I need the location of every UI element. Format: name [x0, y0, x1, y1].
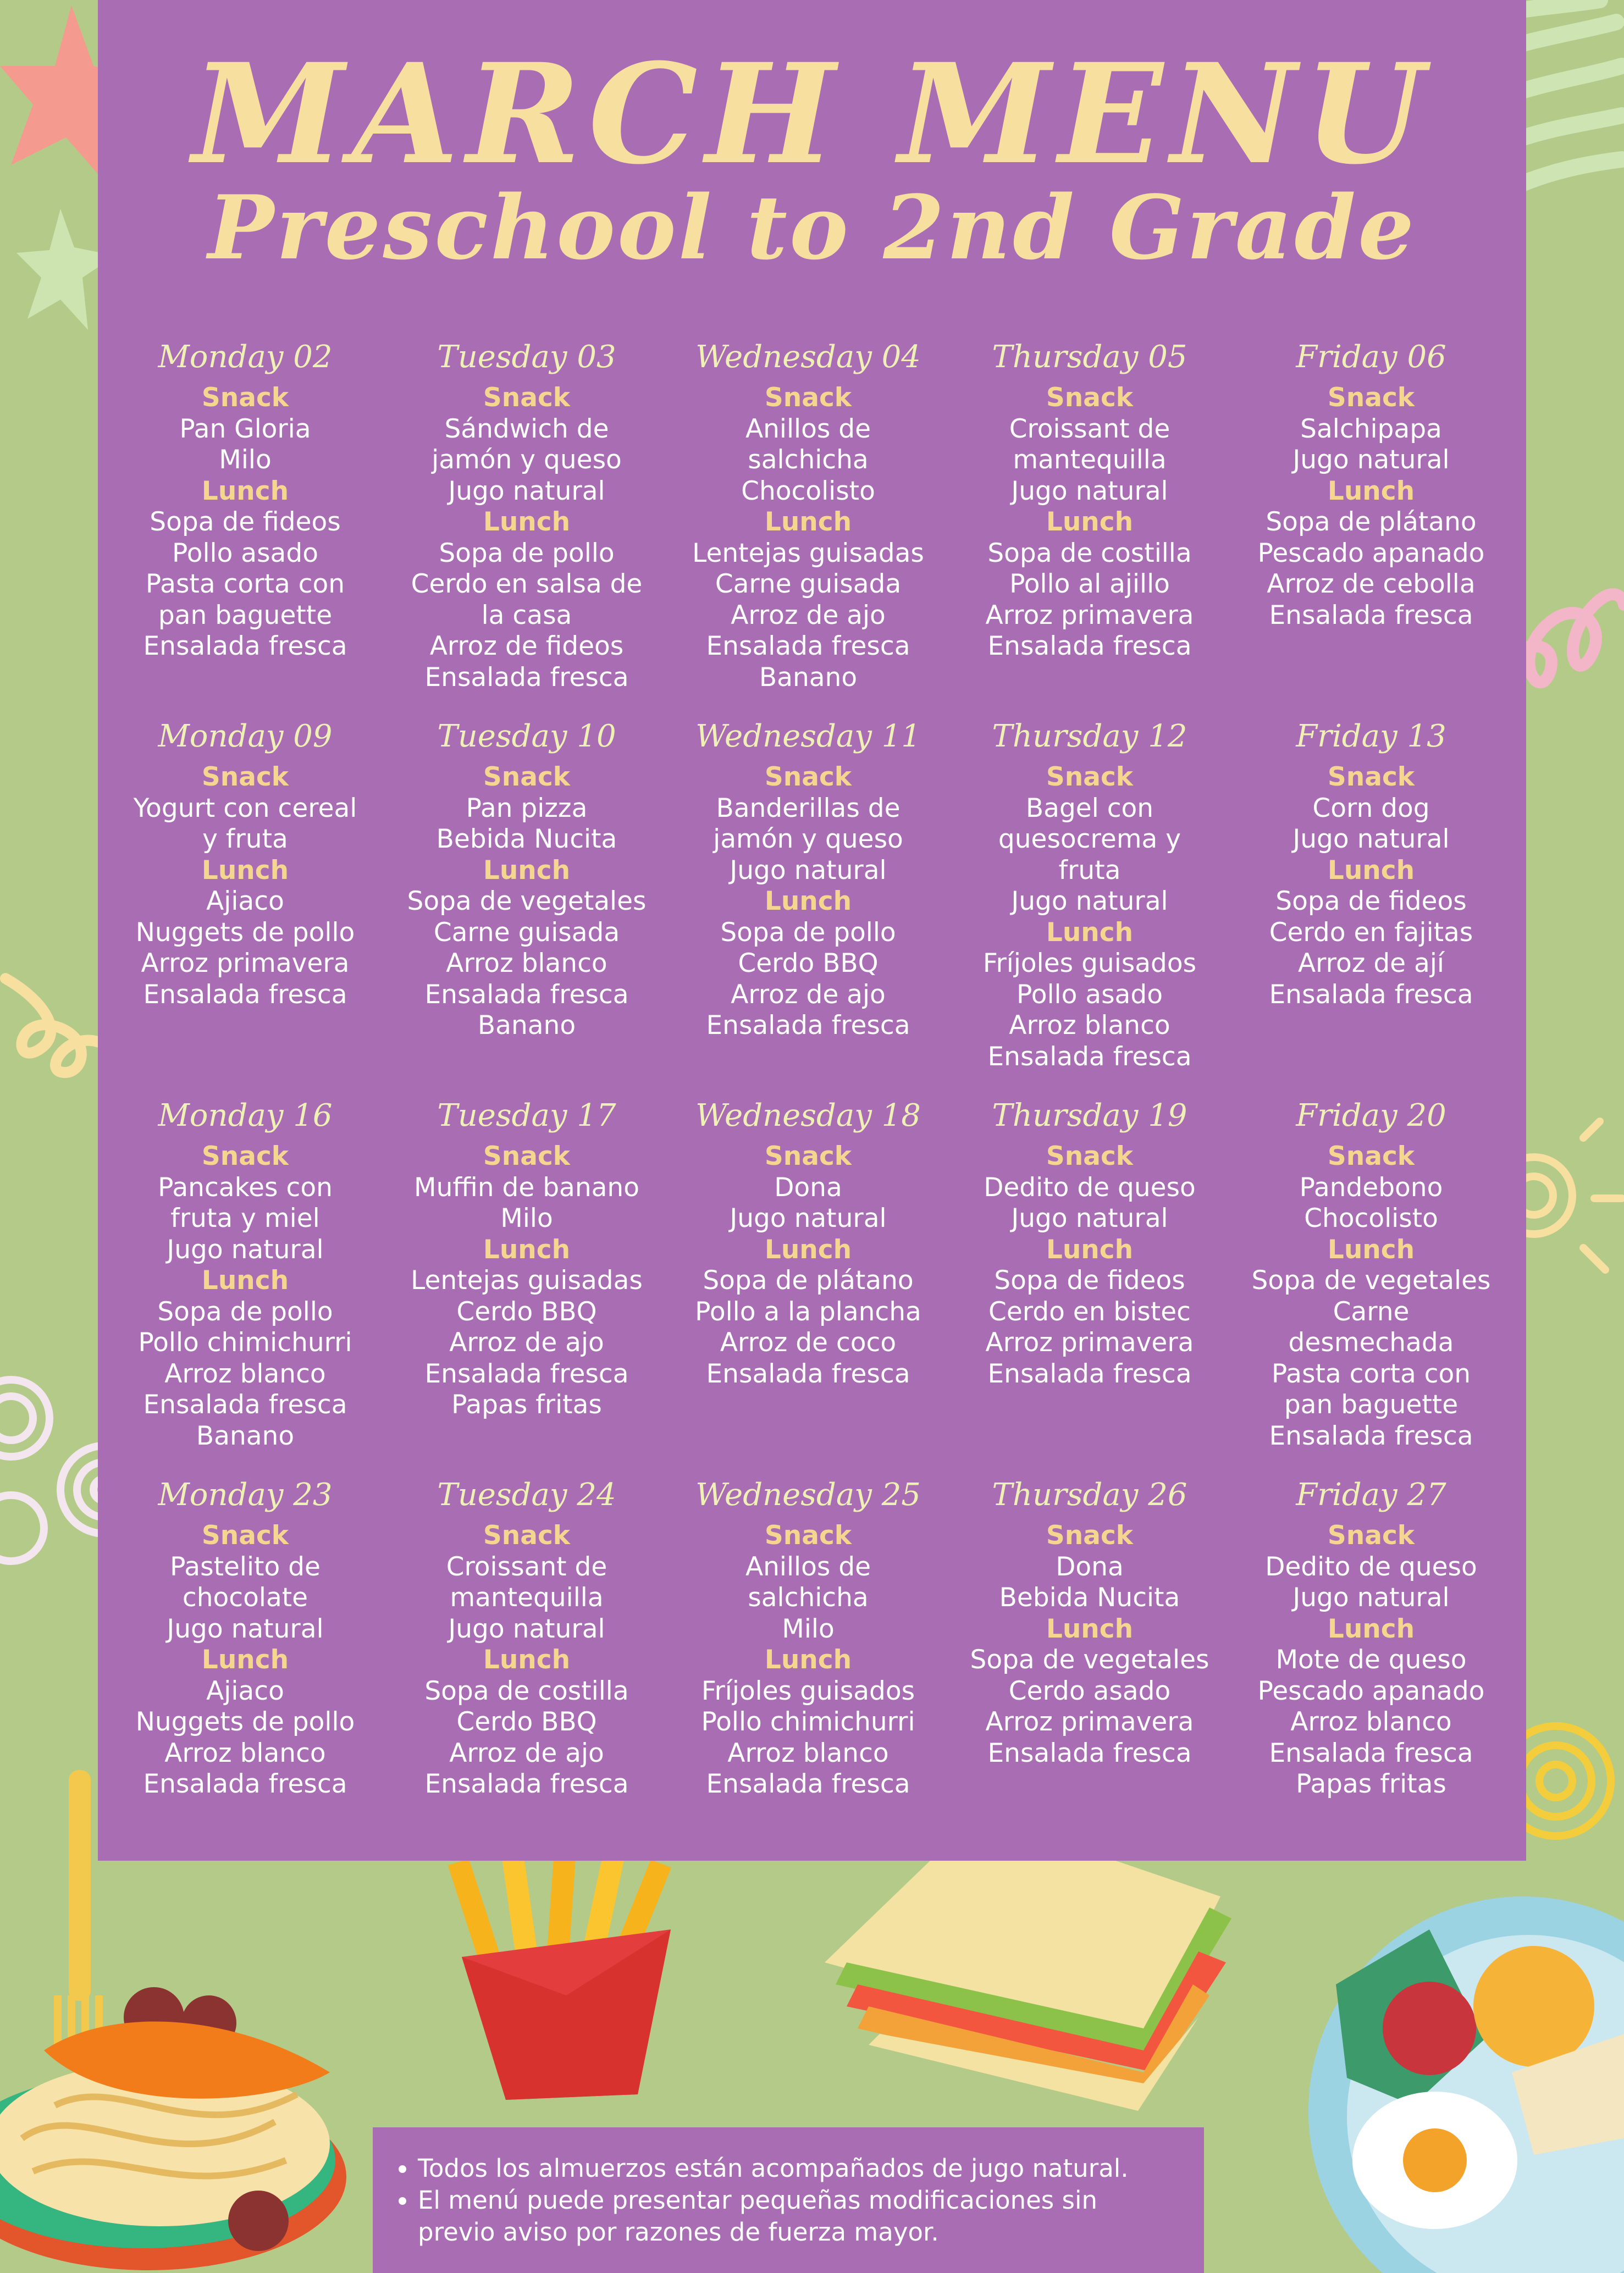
snack-label: Snack [764, 762, 852, 792]
snack-item: fruta y miel [170, 1203, 320, 1234]
snack-item: jamón y queso [432, 445, 622, 475]
lunch-item: Sopa de plátano [703, 1265, 914, 1296]
day-name: Wednesday 11 [695, 718, 921, 754]
lunch-item: Arroz primavera [985, 1328, 1194, 1358]
lunch-item: Arroz blanco [164, 1738, 326, 1768]
snack-item: quesocrema y [998, 824, 1181, 854]
lunch-label: Lunch [483, 1645, 571, 1675]
lunch-item: Pescado apanado [1257, 1675, 1485, 1706]
lunch-item: Banano [477, 1010, 576, 1041]
lunch-label: Lunch [1327, 1234, 1415, 1265]
lunch-label: Lunch [1046, 507, 1134, 537]
snack-item: Muffin de banano [414, 1172, 639, 1203]
lunch-item: Arroz blanco [164, 1358, 326, 1389]
lunch-item: Arroz primavera [141, 948, 350, 978]
lunch-label: Lunch [764, 1645, 852, 1675]
lunch-item: Arroz blanco [1290, 1707, 1452, 1737]
lunch-item: Ensalada fresca [1269, 1420, 1473, 1451]
day-name: Thursday 19 [992, 1098, 1187, 1133]
snack-item: Jugo natural [1292, 1583, 1450, 1613]
lunch-label: Lunch [1046, 917, 1134, 948]
snack-item: Jugo natural [1292, 824, 1450, 854]
lunch-label: Lunch [201, 475, 289, 506]
lunch-item: Pollo a la plancha [695, 1296, 921, 1327]
lunch-item: Ensalada fresca [706, 1010, 910, 1041]
snack-item: Dona [1056, 1551, 1124, 1582]
lunch-item: Arroz de coco [720, 1328, 897, 1358]
snack-item: chocolate [182, 1583, 308, 1613]
lunch-label: Lunch [1327, 855, 1415, 886]
snack-item: Anillos de [745, 413, 871, 444]
snack-item: Milo [782, 1613, 835, 1644]
lunch-item: Fríjoles guisados [982, 948, 1197, 978]
snack-item: Corn dog [1312, 793, 1430, 823]
lunch-item: Carne guisada [433, 917, 620, 948]
snack-item: Pancakes con [158, 1172, 333, 1203]
lunch-item: Pollo al ajillo [1009, 569, 1170, 599]
lunch-item: Banano [759, 662, 858, 693]
lunch-item: Ensalada fresca [987, 1358, 1192, 1389]
lunch-item: Ensalada fresca [1269, 600, 1473, 631]
lunch-item: Cerdo BBQ [738, 948, 879, 978]
page-title: MARCH MENU [192, 33, 1432, 195]
lunch-item: Ensalada fresca [1269, 979, 1473, 1010]
day-name: Tuesday 17 [437, 1098, 616, 1133]
lunch-item: Ensalada fresca [987, 631, 1192, 661]
day-cell [667, 715, 949, 1094]
day-name: Monday 16 [158, 1098, 333, 1133]
snack-item: mantequilla [1013, 445, 1167, 475]
lunch-item: Cerdo BBQ [456, 1707, 597, 1737]
lunch-item: Sopa de plátano [1266, 507, 1477, 537]
snack-label: Snack [483, 383, 571, 413]
snack-item: Salchipapa [1300, 413, 1442, 444]
lunch-item: Arroz primavera [985, 600, 1194, 631]
snack-label: Snack [1327, 1520, 1415, 1551]
day-cell [1230, 1473, 1512, 1852]
snack-item: jamón y queso [713, 824, 903, 854]
lunch-item: Cerdo en fajitas [1269, 917, 1473, 948]
lunch-item: Arroz de ajo [449, 1328, 604, 1358]
snack-item: Jugo natural [167, 1234, 324, 1265]
lunch-item: pan baguette [158, 600, 333, 631]
day-cell [386, 1094, 667, 1473]
day-name: Wednesday 25 [695, 1477, 921, 1513]
lunch-item: Sopa de pollo [439, 538, 615, 568]
day-cell [949, 715, 1230, 1094]
lunch-item: Ensalada fresca [143, 631, 347, 661]
snack-item: Jugo natural [1011, 1203, 1168, 1234]
snack-label: Snack [1327, 762, 1415, 792]
lunch-label: Lunch [764, 886, 852, 916]
day-cell [386, 715, 667, 1094]
lunch-item: Papas fritas [1296, 1769, 1446, 1799]
lunch-item: Mote de queso [1275, 1645, 1467, 1675]
snack-item: Bagel con [1025, 793, 1154, 823]
day-name: Friday 20 [1296, 1098, 1446, 1133]
lunch-label: Lunch [201, 1265, 289, 1296]
snack-label: Snack [201, 762, 289, 792]
snack-label: Snack [483, 1520, 571, 1551]
note-item: • Todos los almuerzos están acompañados de jugo natural. [418, 2153, 1182, 2184]
lunch-item: Carne [1333, 1296, 1410, 1327]
day-cell [104, 715, 386, 1094]
snack-item: Banderillas de [716, 793, 901, 823]
snack-label: Snack [1046, 762, 1134, 792]
snack-item: Jugo natural [448, 1613, 605, 1644]
snack-label: Snack [201, 383, 289, 413]
day-cell [1230, 715, 1512, 1094]
snack-item: Jugo natural [1011, 886, 1168, 916]
lunch-item: Cerdo asado [1008, 1675, 1171, 1706]
snack-item: Anillos de [745, 1551, 871, 1582]
day-name: Tuesday 10 [437, 718, 616, 754]
day-name: Wednesday 04 [695, 339, 921, 375]
lunch-item: Arroz de ajo [731, 979, 886, 1010]
day-name: Friday 13 [1296, 718, 1446, 754]
snack-label: Snack [1046, 1141, 1134, 1171]
lunch-item: Ensalada fresca [987, 1738, 1192, 1768]
snack-item: salchicha [748, 445, 869, 475]
snack-item: Jugo natural [448, 475, 605, 506]
note-item: • El menú puede presentar pequeñas modificaciones sin previo aviso por razones de fuerza mayor. [418, 2184, 1182, 2248]
snack-item: Jugo natural [1292, 445, 1450, 475]
lunch-item: Ensalada fresca [424, 1769, 629, 1799]
lunch-item: Arroz blanco [1009, 1010, 1170, 1041]
day-name: Friday 27 [1296, 1477, 1446, 1513]
lunch-item: Lentejas guisadas [411, 1265, 643, 1296]
lunch-item: Fríjoles guisados [701, 1675, 915, 1706]
day-cell [949, 1094, 1230, 1473]
snack-label: Snack [201, 1141, 289, 1171]
lunch-label: Lunch [1327, 1613, 1415, 1644]
lunch-item: Sopa de vegetales [407, 886, 647, 916]
lunch-item: Sopa de pollo [157, 1296, 333, 1327]
day-cell [104, 1094, 386, 1473]
snack-item: Jugo natural [730, 855, 887, 886]
day-cell [1230, 1094, 1512, 1473]
day-name: Thursday 26 [992, 1477, 1187, 1513]
lunch-item: Sopa de vegetales [970, 1645, 1209, 1675]
lunch-item: Cerdo BBQ [456, 1296, 597, 1327]
lunch-label: Lunch [1046, 1613, 1134, 1644]
lunch-item: Ensalada fresca [143, 1769, 347, 1799]
snack-item: Bebida Nucita [999, 1583, 1180, 1613]
lunch-item: Arroz primavera [985, 1707, 1194, 1737]
lunch-item: Ensalada fresca [706, 1358, 910, 1389]
lunch-item: Banano [196, 1420, 295, 1451]
lunch-item: Arroz de ajo [731, 600, 886, 631]
lunch-label: Lunch [201, 1645, 289, 1675]
lunch-label: Lunch [1046, 1234, 1134, 1265]
day-name: Monday 09 [158, 718, 333, 754]
lunch-item: Arroz de ajo [449, 1738, 604, 1768]
snack-label: Snack [1327, 1141, 1415, 1171]
lunch-item: Arroz de ají [1298, 948, 1444, 978]
snack-item: Bebida Nucita [436, 824, 617, 854]
notes-list [395, 2153, 1182, 2248]
lunch-item: Carne guisada [715, 569, 902, 599]
lunch-item: Arroz blanco [446, 948, 607, 978]
snack-item: Milo [219, 445, 272, 475]
day-cell [104, 335, 386, 715]
lunch-item: Arroz blanco [727, 1738, 889, 1768]
salad-plate-icon [1303, 1896, 1624, 2273]
lunch-item: Sopa de vegetales [1251, 1265, 1491, 1296]
lunch-item: Nuggets de pollo [135, 917, 355, 948]
lunch-item: Ensalada fresca [987, 1041, 1192, 1072]
snack-label: Snack [1046, 383, 1134, 413]
lunch-label: Lunch [201, 855, 289, 886]
snack-item: Jugo natural [167, 1613, 324, 1644]
snack-item: Pastelito de [170, 1551, 321, 1582]
lunch-item: Cerdo en salsa de [411, 569, 643, 599]
snack-item: Chocolisto [741, 475, 875, 506]
lunch-label: Lunch [1327, 475, 1415, 506]
snack-label: Snack [764, 1141, 852, 1171]
snack-label: Snack [201, 1520, 289, 1551]
day-name: Friday 06 [1296, 339, 1446, 375]
day-cell [386, 1473, 667, 1852]
lunch-item: pan baguette [1284, 1390, 1459, 1420]
day-name: Thursday 12 [992, 718, 1187, 754]
lunch-item: Sopa de fideos [1275, 886, 1467, 916]
notes-box [373, 2127, 1204, 2273]
lunch-item: Ajiaco [206, 1675, 284, 1706]
lunch-item: Ensalada fresca [424, 662, 629, 693]
day-cell [667, 1473, 949, 1852]
snack-item: Croissant de [1009, 413, 1170, 444]
lunch-item: Ensalada fresca [706, 1769, 910, 1799]
lunch-item: Pollo asado [172, 538, 318, 568]
lunch-label: Lunch [483, 1234, 571, 1265]
lunch-item: Pollo chimichurri [138, 1328, 352, 1358]
snack-item: Pan pizza [466, 793, 588, 823]
lunch-item: Pasta corta con [145, 569, 345, 599]
lunch-item: Pescado apanado [1257, 538, 1485, 568]
day-name: Tuesday 24 [437, 1477, 616, 1513]
lunch-item: Ensalada fresca [143, 1390, 347, 1420]
lunch-item: Arroz de fideos [429, 631, 624, 661]
day-cell [949, 1473, 1230, 1852]
snack-item: Dedito de queso [1265, 1551, 1477, 1582]
page-subtitle: Preschool to 2nd Grade [208, 176, 1416, 279]
lunch-item: Sopa de pollo [720, 917, 896, 948]
day-name: Monday 02 [158, 339, 333, 375]
snack-item: Sándwich de [444, 413, 609, 444]
lunch-item: Ensalada fresca [424, 979, 629, 1010]
menu-grid [104, 335, 1512, 1819]
lunch-item: Ensalada fresca [143, 979, 347, 1010]
day-cell [1230, 335, 1512, 715]
snack-item: Yogurt con cereal [133, 793, 357, 823]
snack-item: Milo [500, 1203, 553, 1234]
lunch-item: Ensalada fresca [1269, 1738, 1473, 1768]
lunch-label: Lunch [764, 507, 852, 537]
snack-item: Dedito de queso [984, 1172, 1196, 1203]
lunch-item: la casa [481, 600, 572, 631]
day-cell [949, 335, 1230, 715]
day-cell [667, 1094, 949, 1473]
lunch-item: Pollo chimichurri [701, 1707, 915, 1737]
day-name: Wednesday 18 [695, 1098, 921, 1133]
snack-item: Dona [774, 1172, 842, 1203]
day-name: Monday 23 [158, 1477, 333, 1513]
snack-item: fruta [1058, 855, 1121, 886]
day-cell [667, 335, 949, 715]
lunch-item: Lentejas guisadas [692, 538, 924, 568]
snack-label: Snack [1327, 383, 1415, 413]
snack-label: Snack [1046, 1520, 1134, 1551]
day-name: Tuesday 03 [437, 339, 616, 375]
day-cell [104, 1473, 386, 1852]
snack-label: Snack [483, 1141, 571, 1171]
snack-item: Jugo natural [730, 1203, 887, 1234]
snack-item: Jugo natural [1011, 475, 1168, 506]
lunch-item: Pasta corta con [1271, 1358, 1471, 1389]
snack-label: Snack [483, 762, 571, 792]
snack-item: y fruta [202, 824, 288, 854]
lunch-item: Cerdo en bistec [988, 1296, 1191, 1327]
lunch-label: Lunch [483, 855, 571, 886]
snack-item: Chocolisto [1304, 1203, 1438, 1234]
lunch-item: Sopa de fideos [994, 1265, 1185, 1296]
day-cell [386, 335, 667, 715]
lunch-item: desmechada [1288, 1328, 1454, 1358]
lunch-item: Ajiaco [206, 886, 284, 916]
snack-label: Snack [764, 1520, 852, 1551]
lunch-item: Pollo asado [1017, 979, 1163, 1010]
lunch-item: Sopa de costilla [987, 538, 1192, 568]
day-name: Thursday 05 [992, 339, 1187, 375]
lunch-item: Ensalada fresca [706, 631, 910, 661]
lunch-item: Ensalada fresca [424, 1358, 629, 1389]
lunch-label: Lunch [764, 1234, 852, 1265]
lunch-item: Nuggets de pollo [135, 1707, 355, 1737]
snack-item: Croissant de [446, 1551, 607, 1582]
lunch-item: Sopa de fideos [150, 507, 341, 537]
snack-item: mantequilla [450, 1583, 604, 1613]
lunch-label: Lunch [483, 507, 571, 537]
lunch-item: Arroz de cebolla [1267, 569, 1476, 599]
snack-item: Pandebono [1299, 1172, 1443, 1203]
lunch-item: Sopa de costilla [424, 1675, 629, 1706]
snack-label: Snack [764, 383, 852, 413]
snack-item: salchicha [748, 1583, 869, 1613]
lunch-item: Papas fritas [451, 1390, 602, 1420]
snack-item: Pan Gloria [179, 413, 311, 444]
